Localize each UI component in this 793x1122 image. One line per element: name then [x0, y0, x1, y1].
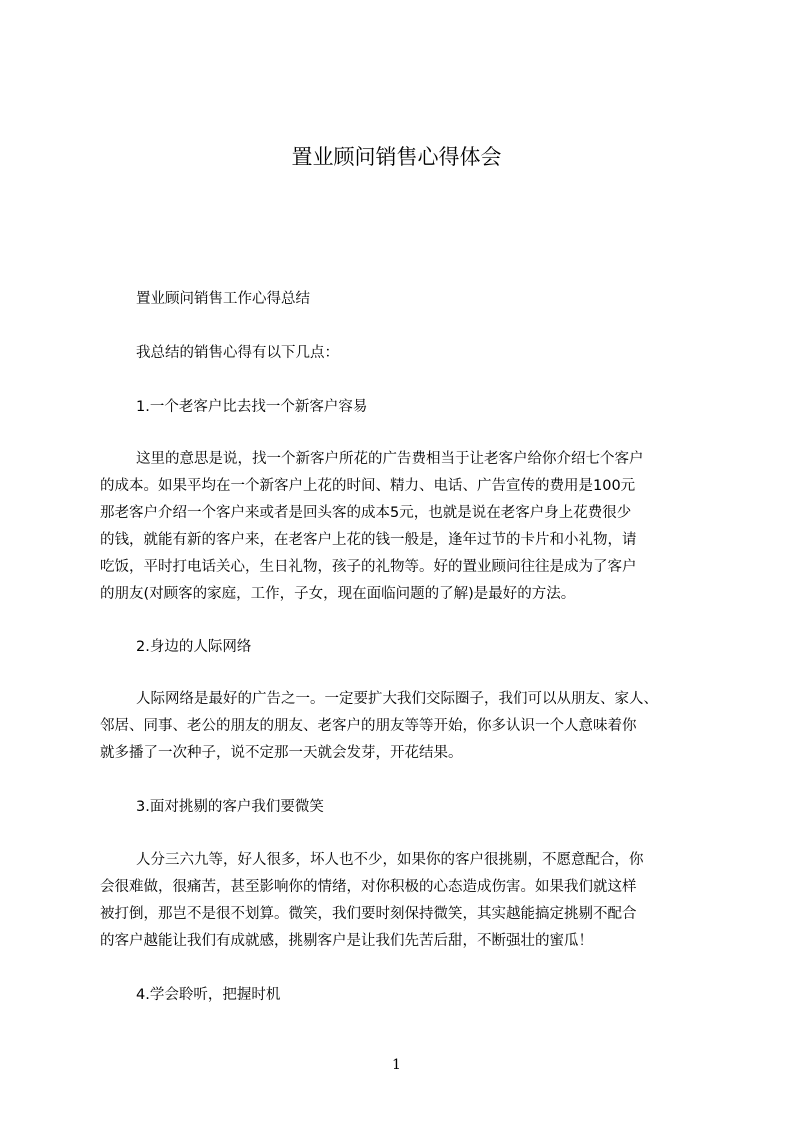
section-3-line: 人分三六九等，好人很多，坏人也不少，如果你的客户很挑剔，不愿意配合，你 — [136, 852, 644, 868]
section-4-heading: 4.学会聆听，把握时机 — [136, 987, 281, 1003]
section-1-heading: 1.一个老客户比去找一个新客户容易 — [136, 399, 368, 415]
section-1-line: 的朋友(对顾客的家庭，工作，子女，现在面临问题的了解)是最好的方法。 — [100, 586, 576, 602]
section-3-line: 的客户越能让我们有成就感，挑剔客户是让我们先苦后甜，不断强壮的蜜瓜！ — [100, 933, 593, 949]
section-1-line: 那老客户介绍一个客户来或者是回头客的成本5元，也就是说在老客户身上花费很少 — [100, 505, 632, 521]
section-2-line: 邻居、同事、老公的朋友的朋友、老客户的朋友等等开始，你多认识一个人意味着你 — [100, 718, 637, 734]
section-1-line: 的钱，就能有新的客户来，在老客户上花的钱一般是，逢年过节的卡片和小礼物，请 — [100, 532, 637, 548]
section-1-line: 吃饭，平时打电话关心，生日礼物，孩子的礼物等。好的置业顾问往往是成为了客户 — [100, 559, 637, 575]
intro-paragraph: 我总结的销售心得有以下几点： — [136, 345, 339, 361]
section-3-heading: 3.面对挑剔的客户我们要微笑 — [136, 799, 324, 815]
section-3-line: 会很难做，很痛苦，甚至影响你的情绪，对你积极的心态造成伤害。如果我们就这样 — [100, 879, 637, 895]
section-1-line: 的成本。如果平均在一个新客户上花的时间、精力、电话、广告宣传的费用是100元 — [100, 478, 636, 494]
section-3-line: 被打倒，那岂不是很不划算。微笑，我们要时刻保持微笑，其实越能搞定挑剔不配合 — [100, 906, 637, 922]
section-2-heading: 2.身边的人际网络 — [136, 639, 252, 655]
page-number: 1 — [392, 1057, 401, 1073]
section-2-line: 人际网络是最好的广告之一。一定要扩大我们交际圈子，我们可以从朋友、家人、 — [136, 691, 658, 707]
document-subtitle: 置业顾问销售工作心得总结 — [136, 291, 310, 307]
page-title: 置业顾问销售心得体会 — [291, 145, 502, 169]
section-1-line: 这里的意思是说，找一个新客户所花的广告费相当于让老客户给你介绍七个客户 — [136, 451, 644, 467]
section-2-line: 就多播了一次种子，说不定那一天就会发芽，开花结果。 — [100, 745, 463, 761]
